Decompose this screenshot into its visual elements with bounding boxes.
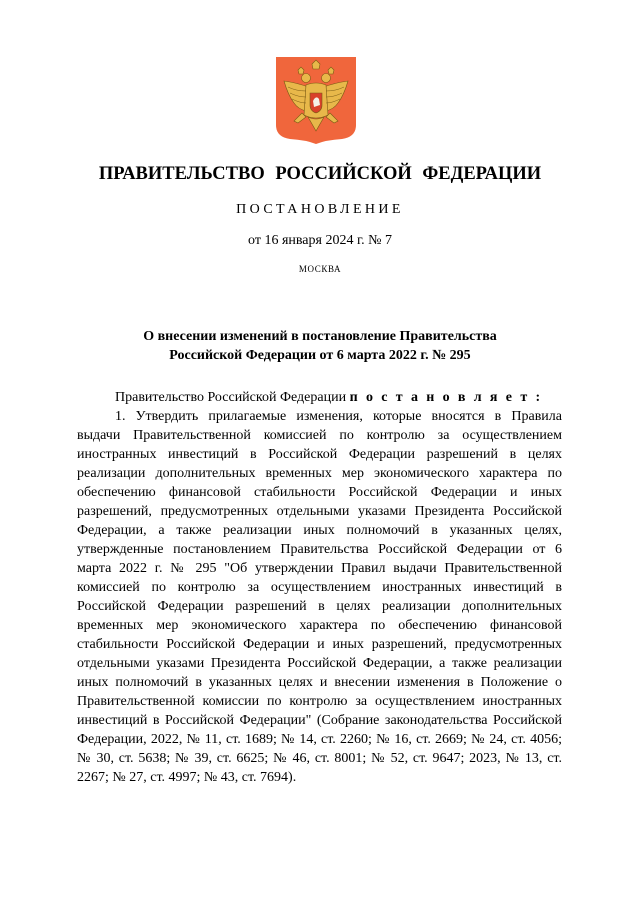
government-title: ПРАВИТЕЛЬСТВО РОССИЙСКОЙ ФЕДЕРАЦИИ [98, 164, 542, 184]
intro-emphasis: п о с т а н о в л я е т : [349, 390, 543, 405]
intro-paragraph [77, 388, 562, 407]
document-date: от 16 января 2024 г. № 7 [248, 233, 392, 248]
document-heading [60, 327, 580, 365]
document-heading-line-2: Российской Федерации от 6 марта 2022 г. № 295 [169, 348, 471, 363]
coat-of-arms-icon [276, 57, 356, 144]
paragraph-1: 1. Утвердить прилагаемые изменения, которые вносятся в Правила выдачи Правительственной комиссией по контролю за осуществлением иностранных инвестиций в Российской Федерации разрешений в целях реализации дополнительных временных мер экономического характера по обеспечению финансовой стабильности Российской Федерации и иных разрешений, предусмотренных отдельными указами Президента Российской Федерации, а также реализации иных полномочий в указанных целях, утвержденные постановлением Правительства Российской Федерации от 6 марта 2022 г. № 295 "Об утверждении Правил выдачи Правительственной комиссией по контролю за осуществлением иностранных инвестиций в Российской Федерации разрешений в целях реализации дополнительных временных мер экономического характера по обеспечению финансовой стабильности Российской Федерации и иных разрешений, предусмотренных отдельными указами Президента Российской Федерации, а также реализации иных полномочий в указанных целях и внесении изменения в Положение о Правительственной комиссии по контролю за осуществлением иностранных инвестиций в Российской Федерации" (Собрание законодательства Российской Федерации, 2022, № 11, ст. 1689; № 14, ст. 2260; № 16, ст. 2669; № 24, ст. 4056; № 30, ст. 5638; № 39, ст. 6625; № 46, ст. 8001; № 52, ст. 9647; 2023, № 13, ст. 2267; № 27, ст. 4997; № 43, ст. 7694). [77, 409, 562, 785]
intro-text: Правительство Российской Федерации [115, 390, 350, 405]
document-heading-line-1: О внесении изменений в постановление Правительства [143, 329, 497, 344]
document-type: ПОСТАНОВЛЕНИЕ [236, 202, 404, 217]
document-body [77, 388, 562, 787]
document-city: МОСКВА [298, 264, 342, 274]
